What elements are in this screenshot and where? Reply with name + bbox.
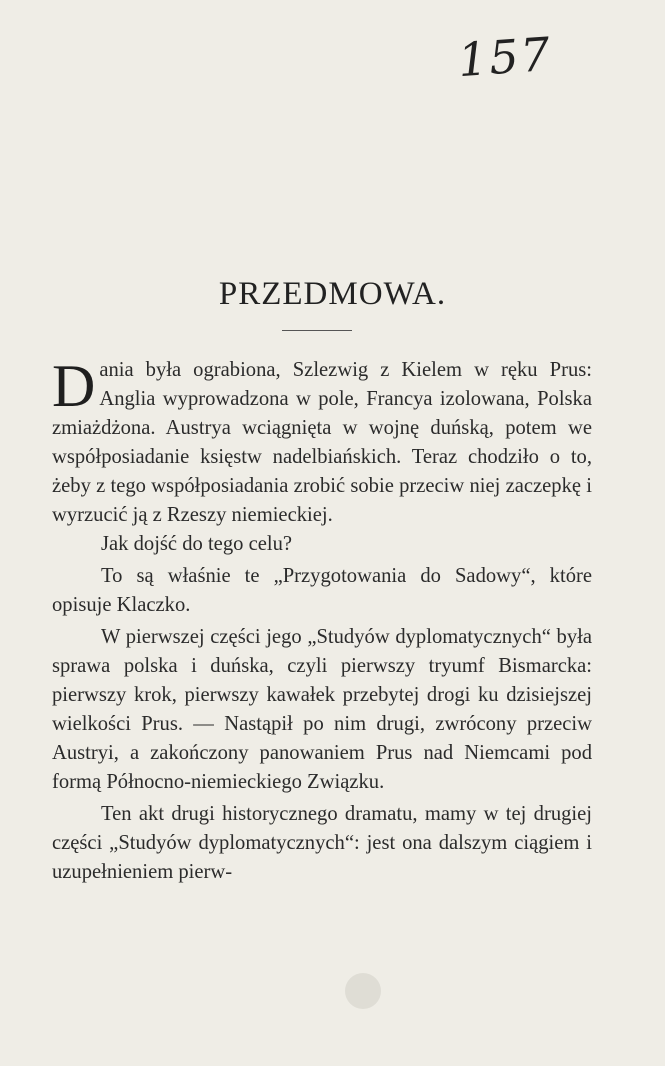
paragraph-5: Ten akt drugi historycznego dramatu, mamy w tej drugiej części „Studyów dyplomatycznych“: jest ona dalszym ciągiem i uzupełnieniem pierw- — [52, 803, 592, 883]
paragraph-3: To są właśnie te „Przygotowania do Sadowy“, które opisuje Klaczko. — [52, 565, 592, 616]
drop-cap: D — [52, 353, 96, 419]
preface-text — [52, 353, 592, 887]
handwritten-page-number: 157 — [456, 26, 554, 88]
paragraph-1-text: ania była ograbiona, Szlezwig z Kielem w ręku Prus: Anglia wyprowadzona w pole, Francya izolowana, Polska zmiażdżona. Austrya wciągnięta w wojnę duńską, potem we współposiadanie księstw nadelbiańskich. Teraz chodziło o to, żeby z tego współposiadania zrobić sobie przeciw niej zaczepkę i wyrzucić ją z Rzeszy niemieckiej. — [52, 359, 592, 526]
paragraph-4: W pierwszej części jego „Studyów dyplomatycznych“ była sprawa polska i duńska, czyli pierwszy tryumf Bismarcka: pierwszy krok, pierwszy kawałek przebytej drogi ku dzisiejszej wielkości Prus. — Nastąpił po nim drugi, zwrócony przeciw Austryi, a zakończony panowaniem Prus nad Niemcami pod formą Północno-niemieckiego Związku. — [52, 626, 592, 793]
library-stamp — [345, 973, 381, 1009]
paragraph-2: Jak dojść do tego celu? — [101, 533, 293, 555]
title-divider — [282, 330, 352, 331]
paragraph-1 — [52, 353, 592, 530]
page-title: PRZEDMOWA. — [218, 276, 447, 312]
